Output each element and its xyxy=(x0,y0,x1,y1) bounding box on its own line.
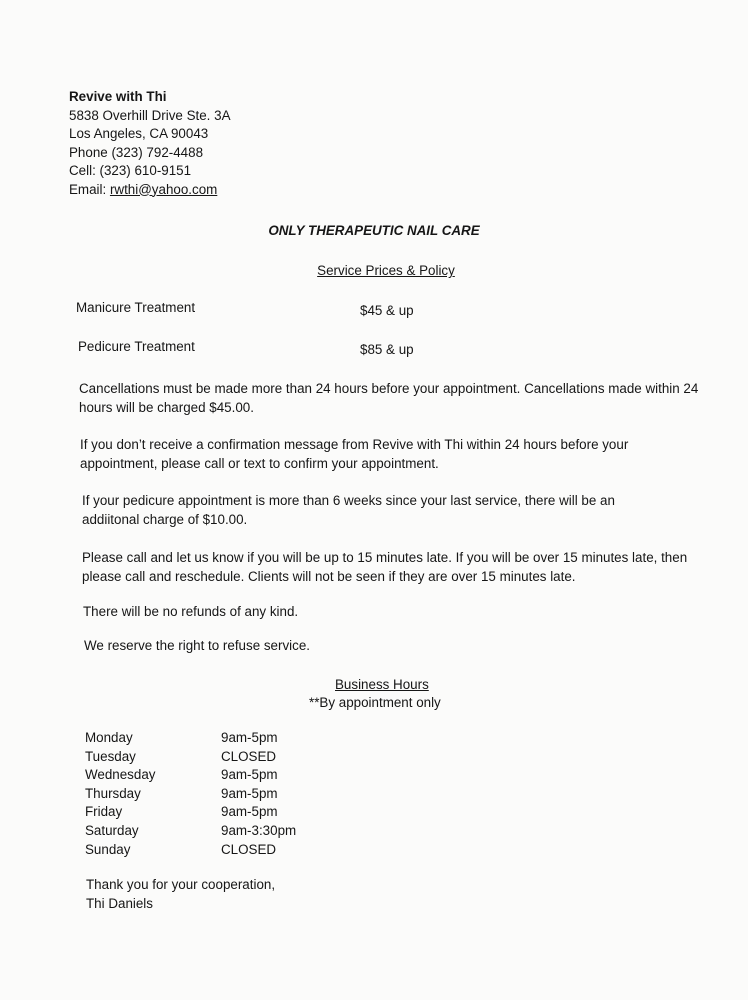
thanks: Thank you for your cooperation, xyxy=(86,877,276,892)
hours-row xyxy=(85,729,296,748)
service-price: $45 & up xyxy=(360,303,414,318)
cell: Cell: (323) 610-9151 xyxy=(69,163,192,178)
hours-row xyxy=(85,766,296,785)
time: 9am-3:30pm xyxy=(221,822,297,838)
policy-paragraph: Please call and let us know if you will be up to 15 minutes late. If you will be over 15 minutes late, then please call and reschedule. Clients will not be seen if they are over 15 minutes late. xyxy=(82,550,688,584)
hours-row xyxy=(85,822,296,841)
hours-row xyxy=(85,841,296,860)
day: Tuesday xyxy=(85,748,136,764)
email-label: Email: xyxy=(69,181,110,197)
hours-row xyxy=(85,748,296,767)
business-name: Revive with Thi xyxy=(69,89,167,104)
policy-paragraph: We reserve the right to refuse service. xyxy=(84,638,310,653)
policy-paragraph: If your pedicure appointment is more than 6 weeks since your last service, there will be an addiitonal charge of $10.00. xyxy=(82,493,615,527)
time: CLOSED xyxy=(221,841,277,857)
policy-paragraph: There will be no refunds of any kind. xyxy=(83,604,299,619)
hours-row xyxy=(85,785,296,804)
hours-table xyxy=(85,729,296,859)
time: 9am-5pm xyxy=(221,767,278,783)
hours-title: Business Hours xyxy=(335,677,429,692)
email-row xyxy=(69,181,231,200)
signature: Thi Daniels xyxy=(86,895,153,911)
day: Saturday xyxy=(85,822,139,838)
day: Wednesday xyxy=(85,767,156,783)
service-price: $85 & up xyxy=(360,342,414,357)
service-name: Pedicure Treatment xyxy=(78,339,195,354)
day: Monday xyxy=(85,730,133,745)
day: Thursday xyxy=(85,785,141,801)
business-header xyxy=(69,88,231,199)
email-link[interactable]: rwthi@yahoo.com xyxy=(109,181,218,197)
phone: Phone (323) 792-4488 xyxy=(69,144,204,160)
service-name: Manicure Treatment xyxy=(76,300,196,315)
time: 9am-5pm xyxy=(221,804,278,820)
time: 9am-5pm xyxy=(221,785,278,801)
hours-row xyxy=(85,803,296,822)
tagline: ONLY THERAPEUTIC NAIL CARE xyxy=(268,223,480,238)
policy-paragraph: If you don’t receive a confirmation message from Revive with Thi within 24 hours before your appointment, please call or text to confirm your appointment. xyxy=(80,437,629,471)
address-line-2: Los Angeles, CA 90043 xyxy=(69,126,209,141)
time: 9am-5pm xyxy=(221,730,278,745)
closing xyxy=(86,876,275,913)
day: Sunday xyxy=(85,841,131,857)
hours-note: **By appointment only xyxy=(309,695,441,710)
time: CLOSED xyxy=(221,748,277,764)
prices-title: Service Prices & Policy xyxy=(317,263,455,278)
policy-paragraph: Cancellations must be made more than 24 hours before your appointment. Cancellations made within 24 hours will be charged $45.00. xyxy=(79,381,699,415)
day: Friday xyxy=(85,804,123,820)
address-line-1: 5838 Overhill Drive Ste. 3A xyxy=(69,107,231,123)
